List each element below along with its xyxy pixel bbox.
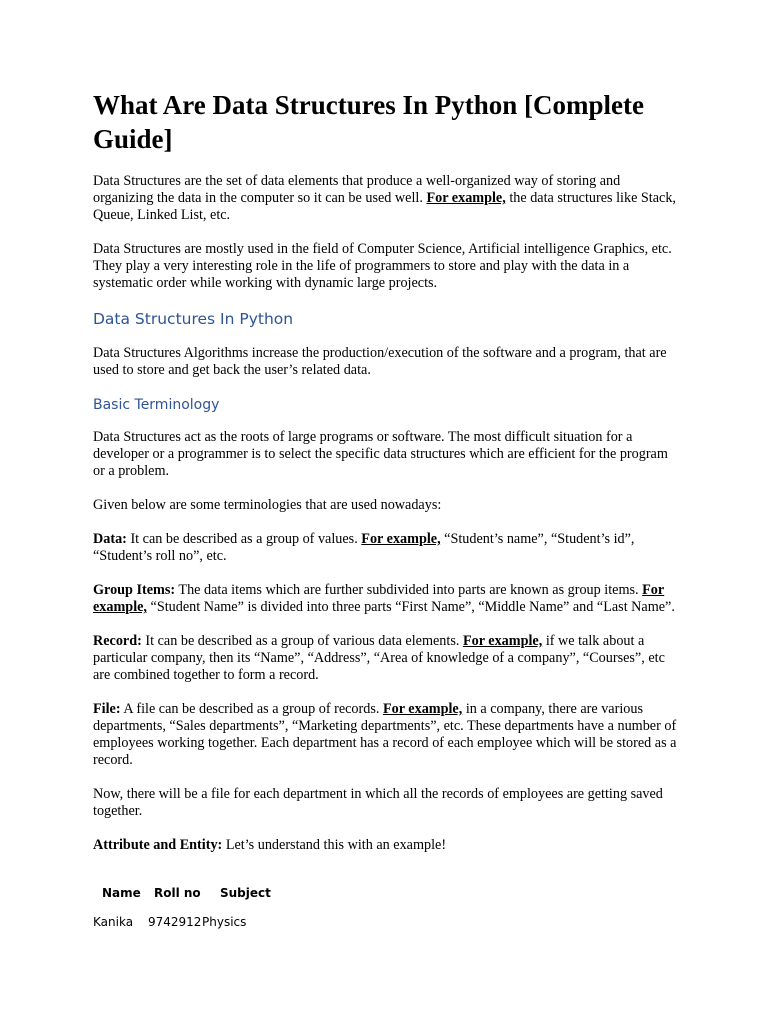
term-label: Group Items:: [93, 582, 176, 598]
definition-text: It can be described as a group of values.: [126, 531, 362, 547]
definition-text-end: in a company, there are various departments, “Sales departments”, “Marketing departments”, etc. These departments have a number of employees working together. Each department has a record of each employee which will be stored as a record.: [93, 701, 677, 768]
example-label: For example,: [382, 701, 463, 717]
intro-text-end: the data structures like Stack, Queue, Linked List, etc.: [93, 190, 676, 223]
document-body: [93, 88, 683, 854]
example-label: For example,: [462, 633, 543, 649]
example-label: For example,: [93, 582, 665, 615]
definition-text: It can be described as a group of various data elements.: [141, 633, 463, 649]
file-summary-paragraph: Now, there will be a file for each department in which all the records of employees are getting saved together.: [93, 786, 663, 819]
table-cell-roll-no: 9742912: [148, 915, 202, 929]
definition-text: The data items which are further subdivided into parts are known as group items.: [175, 582, 643, 598]
term-label: Attribute and Entity:: [93, 837, 223, 853]
page-title: What Are Data Structures In Python [Complete Guide]: [93, 90, 644, 154]
definition-text-end: “Student’s name”, “Student’s id”, “Student’s roll no”, etc.: [93, 531, 635, 564]
term-label: Record:: [93, 633, 142, 649]
usage-paragraph: Data Structures are mostly used in the field of Computer Science, Artificial intelligence Graphics, etc. They play a very interesting role in the life of programmers to store and play with the data in a systematic order while working with dynamic large projects.: [93, 241, 672, 291]
definition-record: [93, 633, 683, 684]
table-header-name: Name: [102, 886, 141, 900]
example-label: For example,: [426, 190, 506, 206]
table-header-subject: Subject: [220, 886, 271, 900]
definition-attribute-entity: [93, 837, 683, 854]
definition-group-items: [93, 582, 683, 616]
definition-file: [93, 701, 683, 769]
definition-text: Let’s understand this with an example!: [222, 837, 447, 853]
section-heading-basic-terminology: Basic Terminology: [93, 397, 220, 413]
term-label: File:: [93, 701, 121, 717]
table-cell-name: Kanika: [93, 915, 134, 929]
example-label: For example,: [361, 531, 441, 547]
intro-paragraph: [93, 173, 683, 224]
terminology-intro: Given below are some terminologies that are used nowadays:: [93, 497, 442, 513]
definition-data: [93, 531, 683, 565]
table-header-roll-no: Roll no: [154, 886, 201, 900]
definition-text-end: “Student Name” is divided into three parts “First Name”, “Middle Name” and “Last Name”.: [146, 599, 675, 615]
intro-text: Data Structures are the set of data elements that produce a well-organized way of storing and organizing the data in the computer so it can be used well.: [93, 173, 621, 206]
definition-text: A file can be described as a group of records.: [120, 701, 383, 717]
term-label: Data:: [93, 531, 127, 547]
algorithms-paragraph: Data Structures Algorithms increase the production/execution of the software and a program, that are used to store and get back the user’s related data.: [93, 345, 667, 378]
section-heading-data-structures: Data Structures In Python: [93, 310, 294, 328]
roots-paragraph: Data Structures act as the roots of large programs or software. The most difficult situation for a developer or a programmer is to select the specific data structures which are efficient for the program or a problem.: [93, 429, 668, 479]
definition-text-end: if we talk about a particular company, then its “Name”, “Address”, “Area of knowledge of a company”, “Courses”, etc are combined together to form a record.: [93, 633, 665, 683]
table-cell-subject: Physics: [202, 915, 247, 929]
